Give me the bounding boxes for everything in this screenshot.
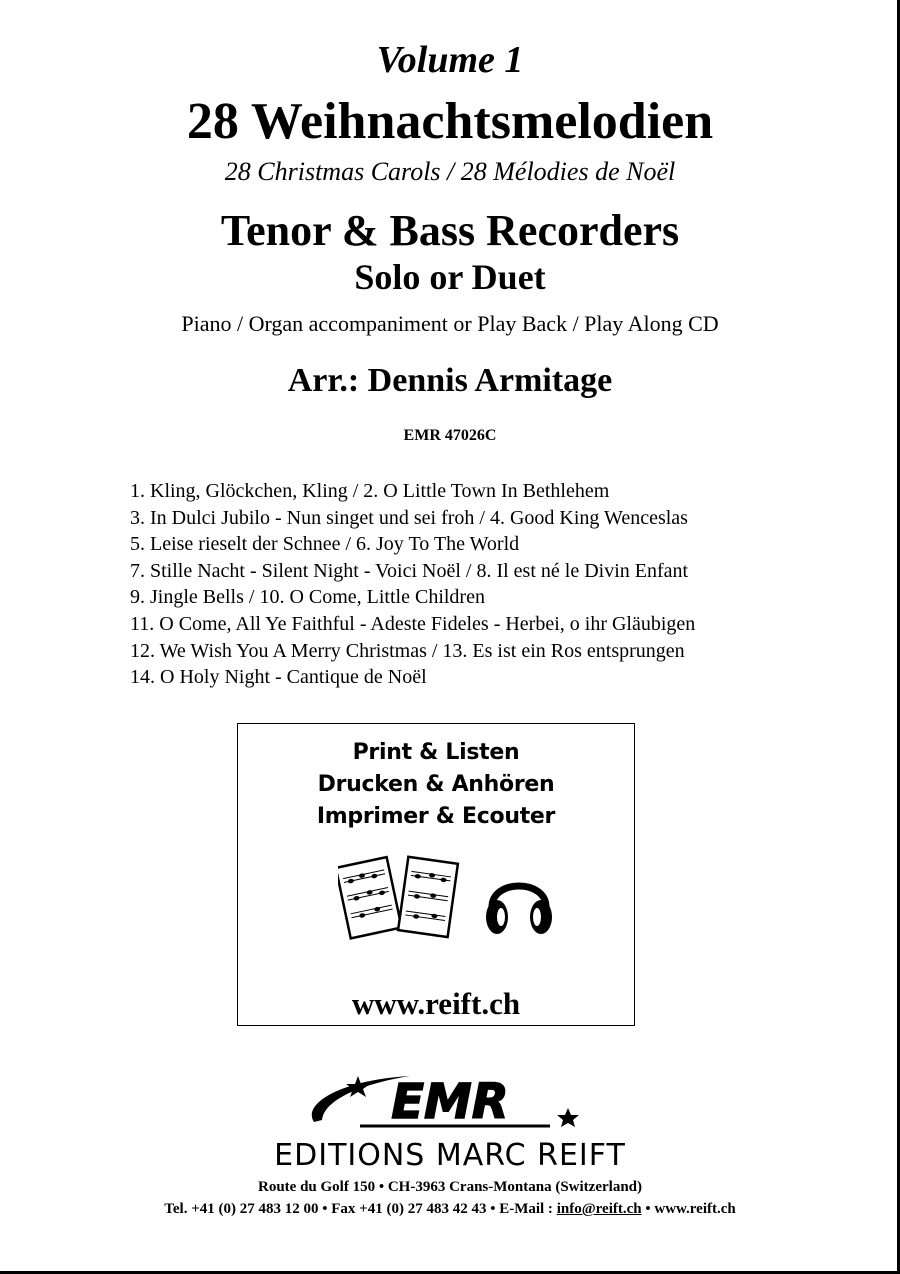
publisher-contact	[0, 1201, 900, 1218]
svg-text:EMR: EMR	[391, 1074, 509, 1130]
contact-web[interactable]: • www.reift.ch	[641, 1201, 736, 1217]
accompaniment-note: Piano / Organ accompaniment or Play Back / Play Along CD	[181, 311, 719, 336]
arranger-credit: Arr.: Dennis Armitage	[287, 362, 613, 399]
headphones-icon	[482, 861, 556, 941]
instrument-heading: Tenor & Bass Recorders	[220, 206, 680, 255]
list-item: 11. O Come, All Ye Faithful - Adeste Fideles - Herbei, o ihr Gläubigen	[130, 612, 696, 635]
volume-label: Volume 1	[376, 39, 524, 81]
contents-list	[130, 478, 695, 691]
print-listen-box	[237, 723, 635, 1026]
emr-logo	[300, 1070, 580, 1132]
list-item: 12. We Wish You A Merry Christmas / 13. Es ist ein Ros entsprungen	[130, 639, 685, 662]
catalog-number: EMR 47026C	[403, 427, 497, 444]
publisher-name: EDITIONS MARC REIFT	[274, 1138, 626, 1173]
setting-heading: Solo or Duet	[354, 257, 546, 297]
promo-line-german: Drucken & Anhören	[317, 772, 555, 797]
sheet-music-icon	[338, 854, 466, 952]
email-link[interactable]: info@reift.ch	[556, 1201, 642, 1217]
publisher-address: Route du Golf 150 • CH-3963 Crans-Montana (Switzerland)	[258, 1179, 642, 1195]
list-item: 3. In Dulci Jubilo - Nun singet und sei froh / 4. Good King Wenceslas	[130, 506, 688, 529]
promo-url[interactable]: www.reift.ch	[351, 986, 521, 1021]
list-item: 7. Stille Nacht - Silent Night - Voici Noël / 8. Il est né le Divin Enfant	[130, 559, 689, 582]
list-item: 9. Jingle Bells / 10. O Come, Little Children	[130, 586, 485, 609]
page-subtitle: 28 Christmas Carols / 28 Mélodies de Noël	[224, 157, 676, 186]
promo-line-english: Print & Listen	[352, 740, 520, 765]
list-item: 1. Kling, Glöckchen, Kling / 2. O Little Town In Bethlehem	[130, 480, 610, 502]
contact-phone-fax: Tel. +41 (0) 27 483 12 00 • Fax +41 (0) 27 483 42 43 • E-Mail :	[164, 1201, 557, 1217]
list-item: 5. Leise rieselt der Schnee / 6. Joy To The World	[130, 533, 520, 556]
list-item: 14. O Holy Night - Cantique de Noël	[130, 666, 427, 689]
page-title: 28 Weihnachtsmelodien	[186, 93, 714, 150]
promo-line-french: Imprimer & Ecouter	[316, 804, 556, 829]
